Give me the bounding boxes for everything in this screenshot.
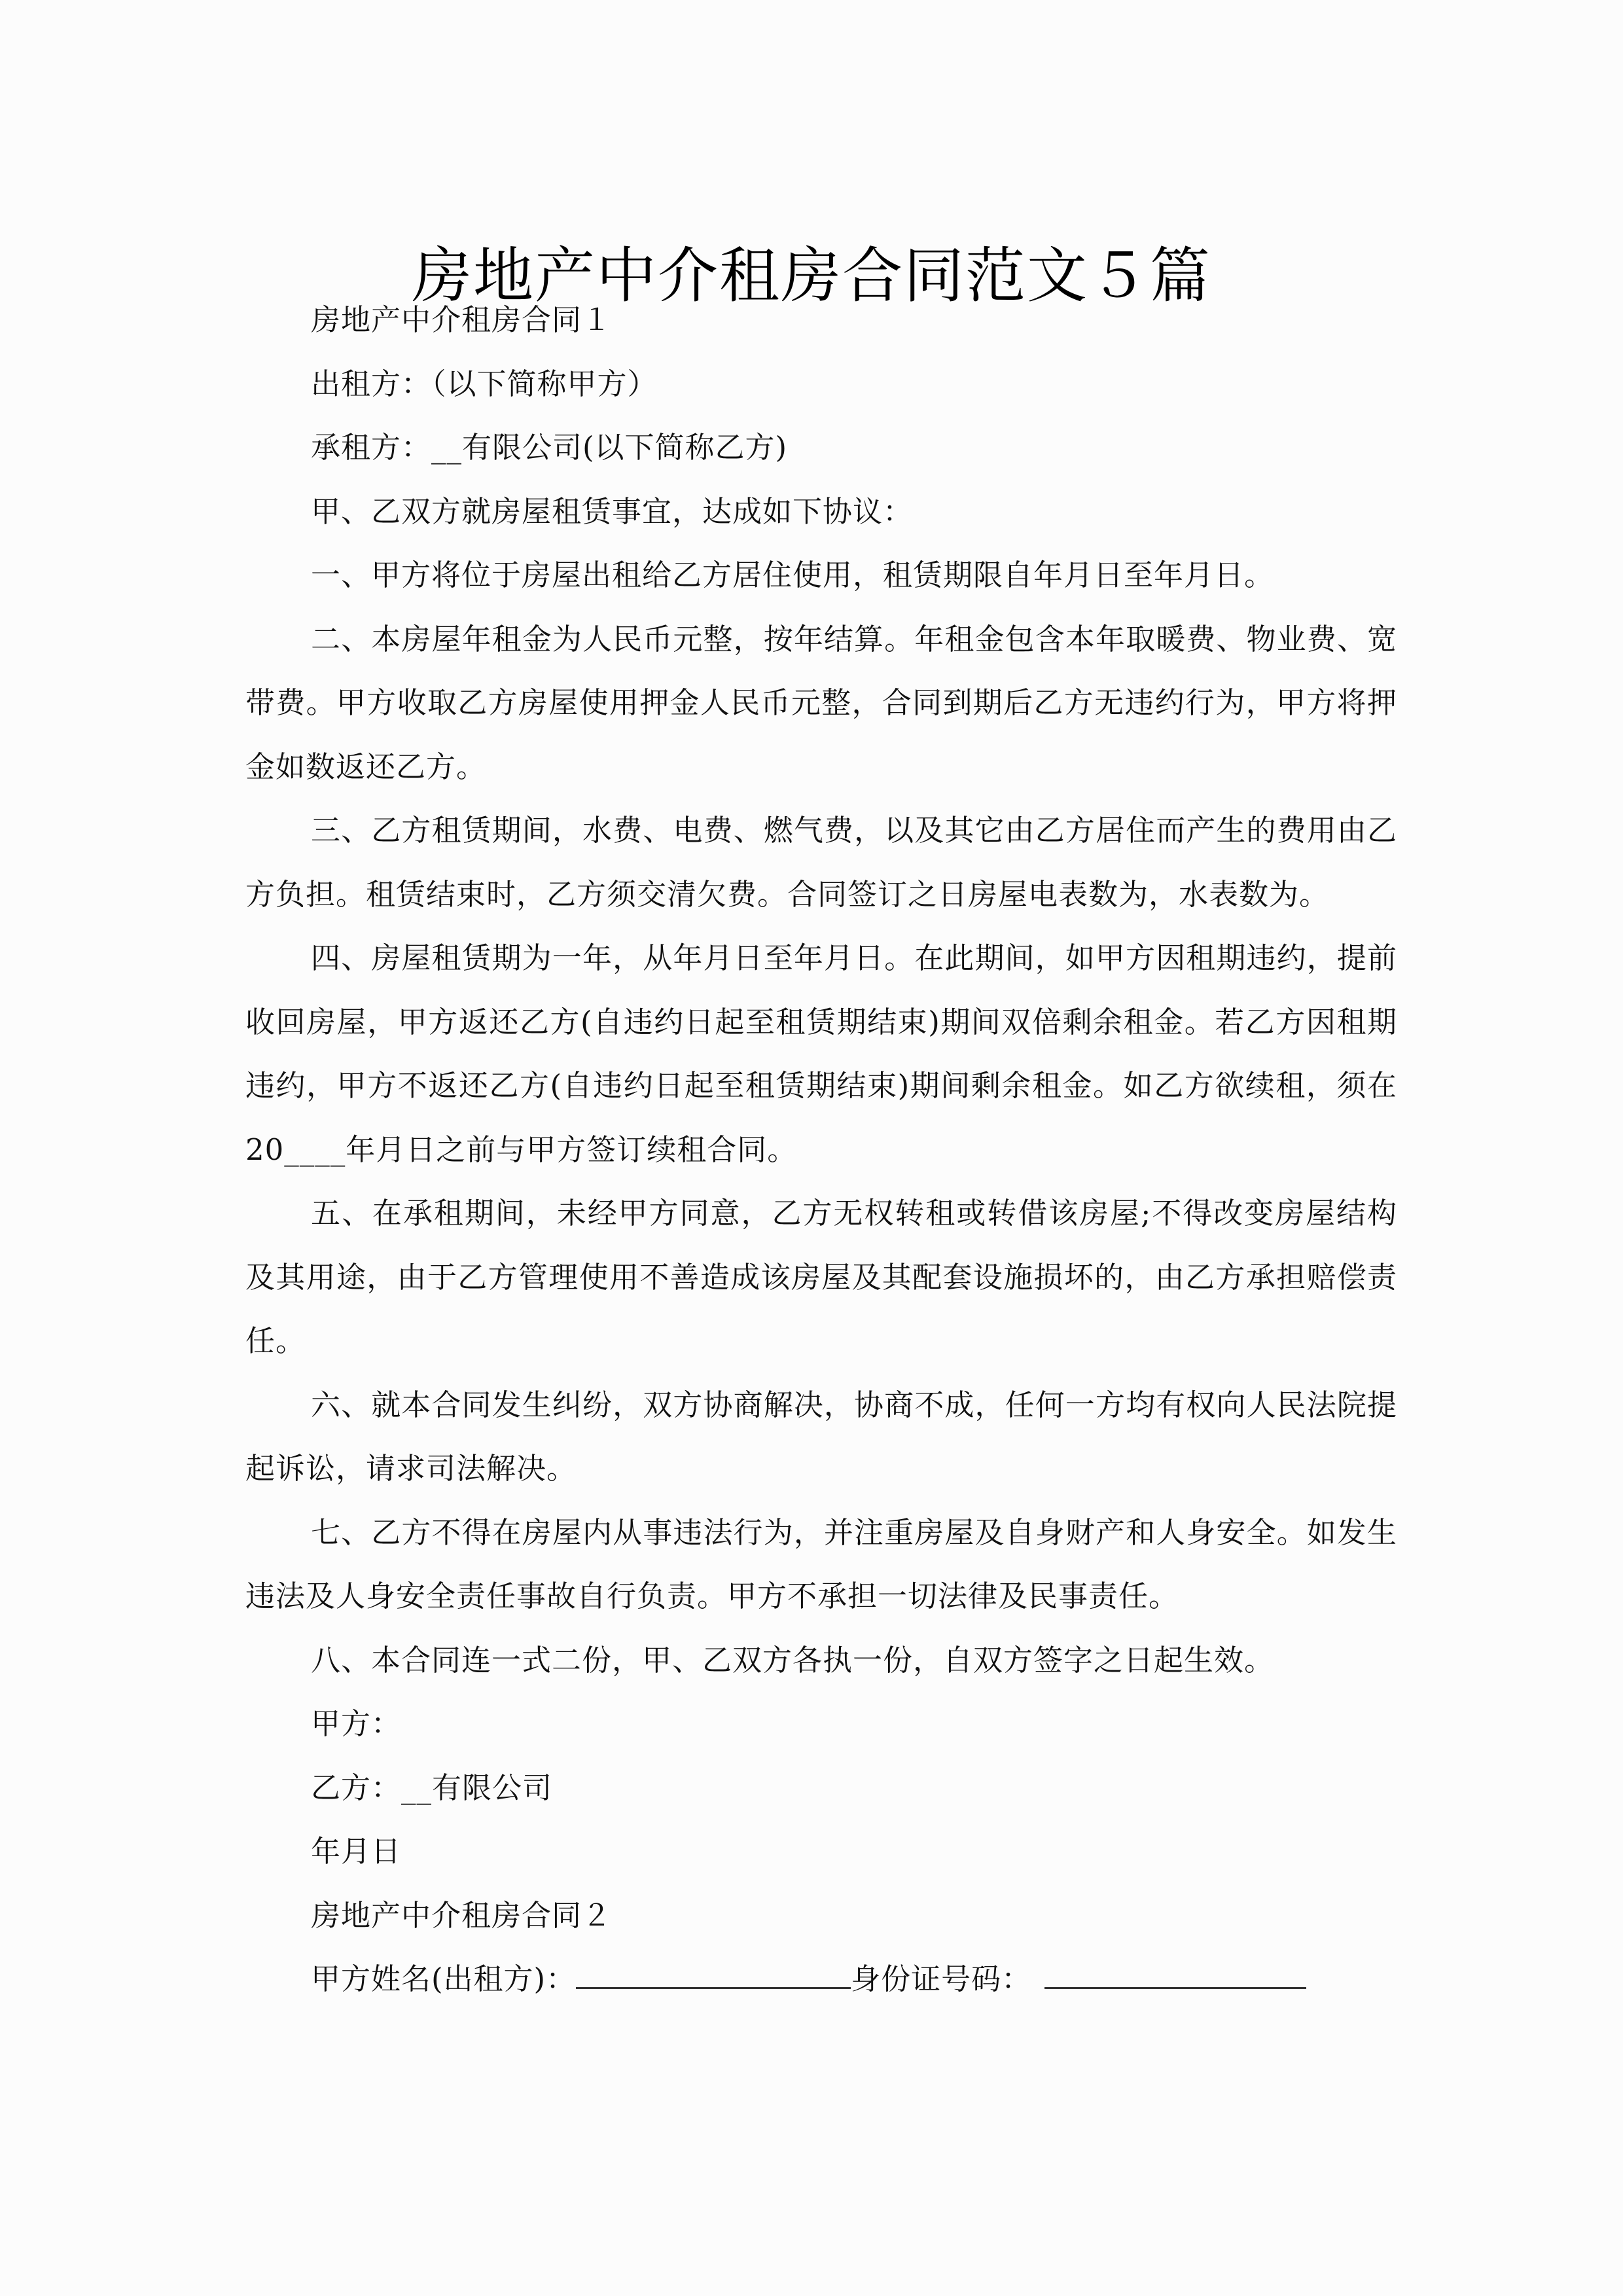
- clause-3: 三、乙方租赁期间，水费、电费、燃气费，以及其它由乙方居住而产生的费用由乙方负担。租赁结束时，乙方须交清欠费。合同签订之日房屋电表数为，水表数为。: [245, 813, 1397, 912]
- party-b-signature: 乙方：__有限公司: [311, 1770, 553, 1805]
- clause-6: 六、就本合同发生纠纷，双方协商解决，协商不成，任何一方均有权向人民法院提起诉讼，请求司法解决。: [245, 1387, 1397, 1486]
- lessor-info-row: [245, 1947, 1397, 2011]
- lessor-name-label: 甲方姓名(出租方)：: [311, 1962, 577, 1996]
- id-number-blank[interactable]: [1044, 1981, 1306, 1989]
- clause-4: 四、房屋租赁期为一年，从年月日至年月日。在此期间，如甲方因租期违约，提前收回房屋，甲方返还乙方(自违约日起至租赁期结束)期间双倍剩余租金。若乙方因租期违约，甲方不返还乙方(自违约日起至租赁期结束)期间剩余租金。如乙方欲续租，须在20____年月日之前与甲方签订续租合同。: [245, 941, 1397, 1167]
- contract-1-heading: 房地产中介租房合同１: [311, 302, 613, 337]
- document-title: 房地产中介租房合同范文５篇: [411, 240, 1211, 311]
- clause-1: 一、甲方将位于房屋出租给乙方居住使用，租赁期限自年月日至年月日。: [311, 558, 1275, 592]
- party-a-signature: 甲方：: [311, 1706, 402, 1741]
- clause-5: 五、在承租期间，未经甲方同意，乙方无权转租或转借该房屋;不得改变房屋结构及其用途，由于乙方管理使用不善造成该房屋及其配套设施损坏的，由乙方承担赔偿责任。: [245, 1196, 1397, 1358]
- lessor-line: 出租方：（以下简称甲方）: [311, 366, 658, 401]
- document-body: [245, 288, 1397, 2011]
- clause-8: 八、本合同连一式二份，甲、乙双方各执一份，自双方签字之日起生效。: [311, 1642, 1275, 1677]
- id-number-label: 身份证号码：: [851, 1962, 1032, 1996]
- contract-2-heading: 房地产中介租房合同２: [311, 1897, 613, 1933]
- lessee-line: 承租方：__有限公司(以下简称乙方): [311, 430, 788, 465]
- clause-2: 二、本房屋年租金为人民币元整，按年结算。年租金包含本年取暖费、物业费、宽带费。甲方收取乙方房屋使用押金人民币元整，合同到期后乙方无违约行为，甲方将押金如数返还乙方。: [245, 621, 1397, 784]
- agreement-intro: 甲、乙双方就房屋租赁事宜，达成如下协议：: [311, 493, 914, 529]
- clause-7: 七、乙方不得在房屋内从事违法行为，并注重房屋及自身财产和人身安全。如发生违法及人身安全责任事故自行负责。甲方不承担一切法律及民事责任。: [245, 1515, 1397, 1613]
- lessor-name-blank[interactable]: [576, 1981, 851, 1989]
- signature-date: 年月日: [311, 1834, 402, 1869]
